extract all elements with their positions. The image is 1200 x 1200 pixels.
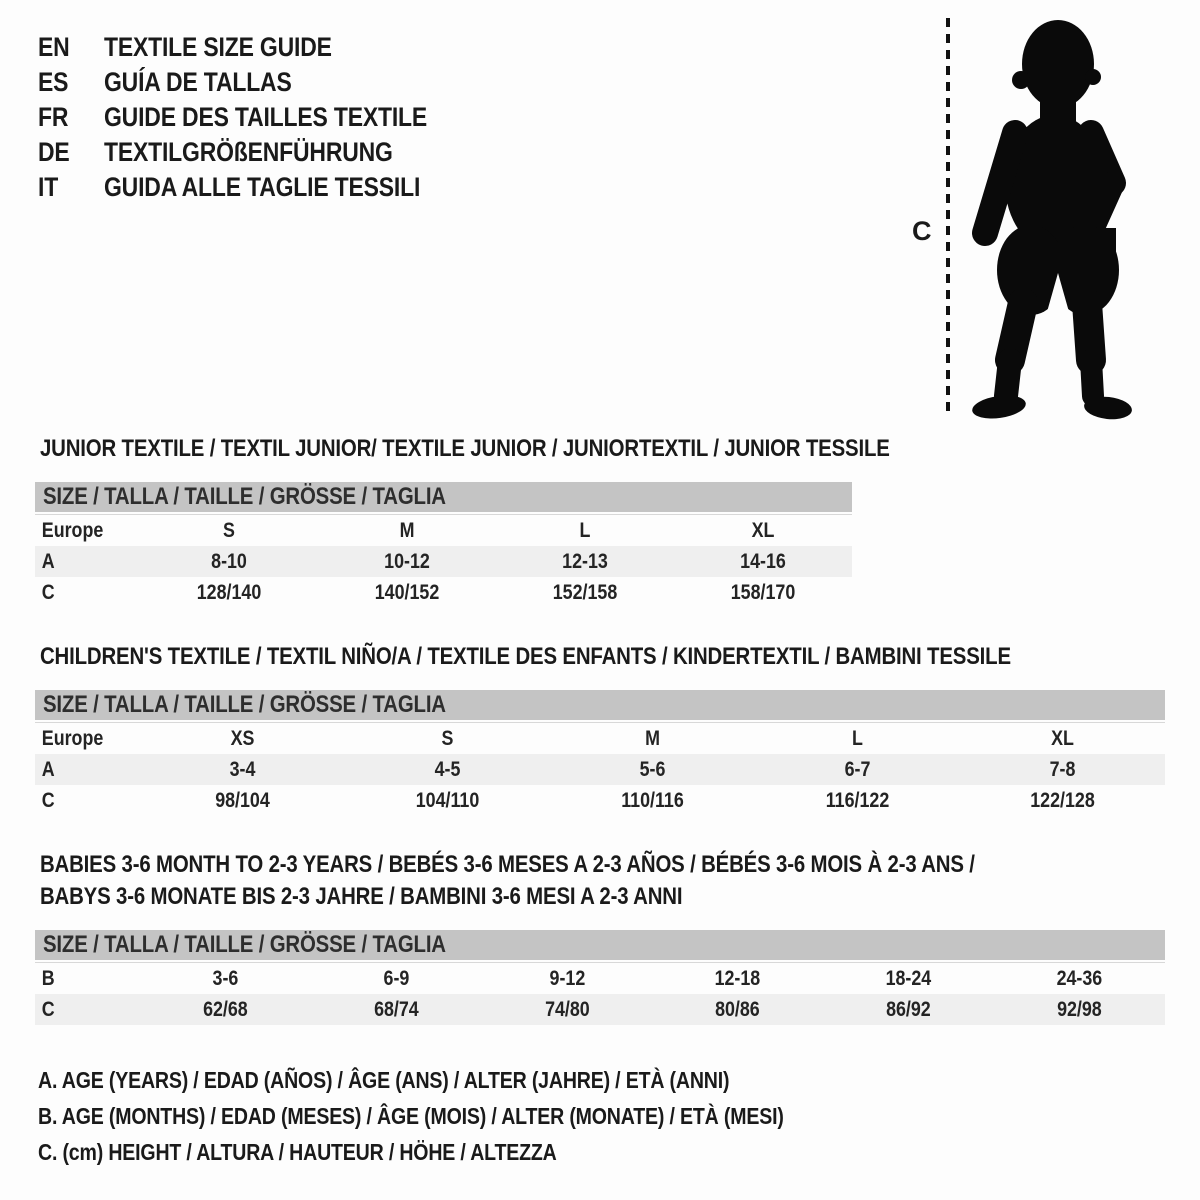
lang-title: GUIDE DES TAILLES TEXTILE [104, 102, 428, 132]
table-cell: M [399, 519, 415, 542]
table-cell: 116/122 [825, 789, 890, 812]
table-row [35, 515, 852, 546]
table-cell: 7-8 [1049, 758, 1076, 781]
table-cell: 122/128 [1030, 789, 1095, 812]
row-label: C [41, 581, 55, 604]
section-babies-textile [35, 849, 1165, 1025]
table-cell: 68/74 [373, 998, 419, 1021]
text-line: BABYS 3-6 MONATE BIS 2-3 JAHRE / BAMBINI 3-6 MESI A 2-3 ANNI [40, 883, 683, 910]
section-childrens-textile [35, 641, 1165, 816]
size-table-header-label: SIZE / TALLA / TAILLE / GRÖSSE / TAGLIA [43, 931, 446, 958]
table-cell: 9-12 [549, 967, 585, 990]
lang-code: FR [38, 102, 69, 132]
section-title [35, 433, 890, 465]
table-cell: 128/140 [196, 581, 262, 604]
lang-code: DE [38, 137, 70, 167]
lang-title: TEXTILE SIZE GUIDE [104, 32, 332, 62]
table-cell: 86/92 [886, 998, 932, 1021]
lang-title: GUÍA DE TALLAS [104, 67, 292, 97]
table-cell: 12-18 [715, 967, 761, 990]
row-label: Europe [41, 727, 104, 750]
text-line: A. AGE (YEARS) / EDAD (AÑOS) / ÂGE (ANS) / ALTER (JAHRE) / ETÀ (ANNI) [38, 1067, 730, 1093]
table-cell: 6-9 [383, 967, 410, 990]
table-cell: 152/158 [552, 581, 618, 604]
text-line: C. (cm) HEIGHT / ALTURA / HAUTEUR / HÖHE / ALTEZZA [38, 1139, 557, 1165]
text-line: JUNIOR TEXTILE / TEXTIL JUNIOR/ TEXTILE JUNIOR / JUNIORTEXTIL / JUNIOR TESSILE [40, 435, 890, 462]
section-title [35, 641, 1165, 673]
table-cell: 6-7 [844, 758, 871, 781]
lang-code: EN [38, 32, 70, 62]
table-cell: L [852, 727, 863, 750]
table-row [35, 785, 1165, 816]
table-cell: 18-24 [885, 967, 932, 990]
table-cell: 4-5 [434, 758, 461, 781]
size-table-body [35, 962, 1165, 1025]
text-line: B. AGE (MONTHS) / EDAD (MESES) / ÂGE (MOIS) / ALTER (MONATE) / ETÀ (MESI) [38, 1103, 784, 1129]
table-cell: XL [1051, 727, 1074, 750]
lang-row-es [38, 65, 484, 100]
table-cell: 62/68 [203, 998, 248, 1021]
row-label: C [41, 789, 55, 812]
table-cell: 92/98 [1057, 998, 1102, 1021]
babies-size-table [35, 930, 1165, 1025]
height-measure-dashed-line [944, 14, 952, 422]
row-label: A [41, 758, 55, 781]
table-cell: 140/152 [374, 581, 440, 604]
table-cell: L [579, 519, 591, 542]
table-row [35, 577, 852, 608]
table-cell: 5-6 [639, 758, 666, 781]
junior-size-table [35, 482, 852, 608]
size-table-header [35, 930, 1165, 960]
table-row [35, 754, 1165, 785]
table-cell: 12-13 [562, 550, 608, 573]
table-row [35, 963, 1165, 994]
table-row [35, 546, 852, 577]
text-line: CHILDREN'S TEXTILE / TEXTIL NIÑO/A / TEXTILE DES ENFANTS / KINDERTEXTIL / BAMBINI TESSILE [40, 643, 1011, 670]
row-label: C [41, 998, 55, 1021]
lang-title: TEXTILGRÖßENFÜHRUNG [104, 137, 393, 167]
table-cell: XS [230, 727, 255, 750]
language-title-list [38, 30, 484, 205]
lang-code: IT [38, 172, 59, 202]
text-line: BABIES 3-6 MONTH TO 2-3 YEARS / BEBÉS 3-6 MESES A 2-3 AÑOS / BÉBÉS 3-6 MOIS À 2-3 ANS / [40, 851, 975, 878]
table-cell: 3-4 [229, 758, 256, 781]
lang-row-it [38, 170, 484, 205]
height-measure-label: C [912, 216, 932, 246]
row-label: A [41, 550, 55, 573]
row-label: Europe [41, 519, 104, 542]
table-cell: 158/170 [730, 581, 796, 604]
table-cell: 74/80 [544, 998, 590, 1021]
table-cell: 80/86 [715, 998, 761, 1021]
table-cell: 10-12 [384, 550, 430, 573]
section-title [35, 849, 1165, 913]
size-table-header [35, 690, 1165, 720]
table-cell: 8-10 [211, 550, 247, 573]
size-table-body [35, 722, 1165, 816]
toddler-silhouette-icon [960, 16, 1140, 420]
table-cell: 110/116 [621, 789, 684, 812]
lang-row-fr [38, 100, 484, 135]
lang-row-de [38, 135, 484, 170]
size-table-body [35, 514, 852, 608]
lang-code: ES [38, 67, 69, 97]
table-cell: 14-16 [740, 550, 786, 573]
table-cell: 3-6 [212, 967, 239, 990]
row-label: B [41, 967, 55, 990]
table-cell: S [223, 519, 235, 542]
table-cell: 24-36 [1056, 967, 1103, 990]
table-cell: M [645, 727, 660, 750]
table-cell: 98/104 [215, 789, 270, 812]
lang-row-en [38, 30, 484, 65]
measure-legend [38, 1062, 915, 1170]
table-cell: 104/110 [415, 789, 480, 812]
table-cell: S [441, 727, 454, 750]
size-table-header-label: SIZE / TALLA / TAILLE / GRÖSSE / TAGLIA [43, 483, 446, 510]
children-size-table [35, 690, 1165, 816]
section-junior-textile [35, 433, 890, 608]
lang-title: GUIDA ALLE TAGLIE TESSILI [104, 172, 421, 202]
table-row [35, 723, 1165, 754]
table-cell: XL [751, 519, 775, 542]
size-table-header [35, 482, 852, 512]
table-row [35, 994, 1165, 1025]
size-table-header-label: SIZE / TALLA / TAILLE / GRÖSSE / TAGLIA [43, 691, 446, 718]
